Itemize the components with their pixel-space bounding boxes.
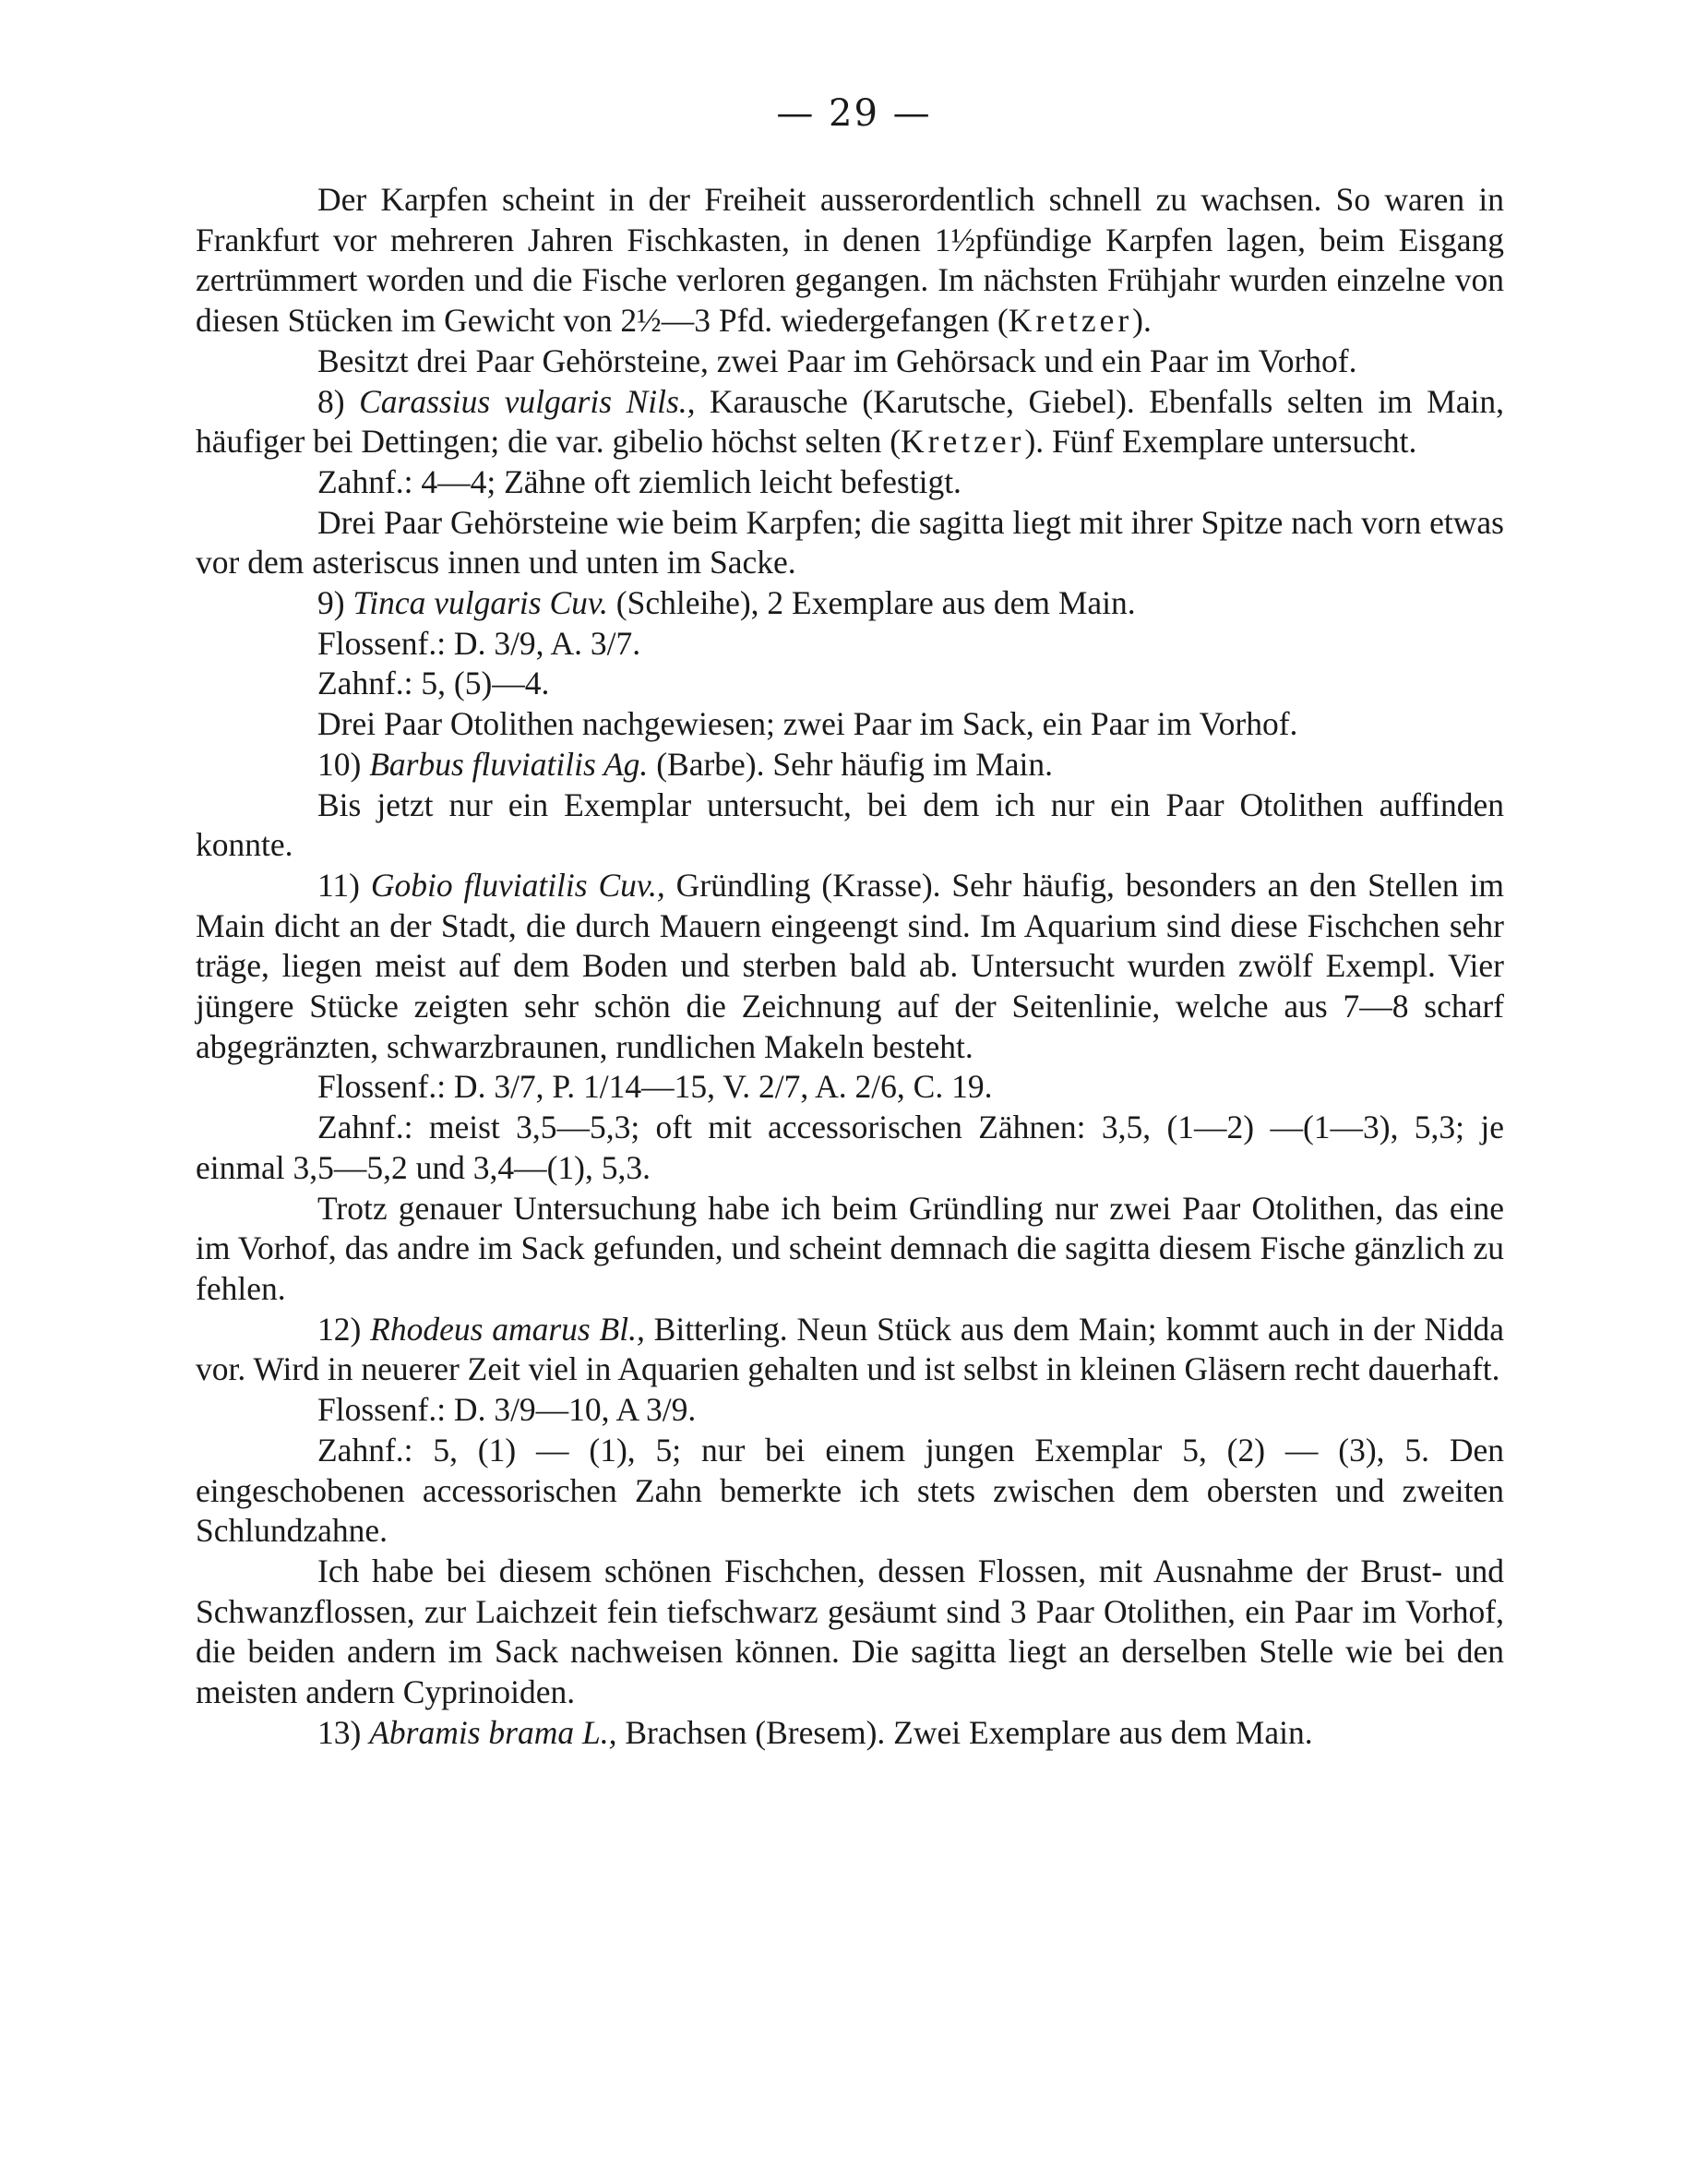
species-name: Barbus fluviatilis Ag. — [369, 745, 649, 783]
species-name: Carassius vulgaris Nils., — [359, 382, 696, 420]
paragraph-otoliths: Drei Paar Gehörsteine wie beim Karpfen; die sagitta liegt mit ihrer Spitze nach vorn etwas vor dem asteriscus innen und unten im Sacke. — [196, 503, 1504, 581]
paragraph-text: ). Fünf Exemplare untersucht. — [1024, 423, 1417, 461]
paragraph-zahnformel: Zahnf.: 5, (5)—4. — [317, 665, 550, 702]
species-description: Karausche (Karutsche, Giebel). Ebenfalls selten im Main, häufiger bei Dettingen; die var. gibelio höchst selten ( — [196, 382, 1504, 461]
paragraph-karpfen-otoliths: Besitzt drei Paar Gehörsteine, zwei Paar im Gehörsack und ein Paar im Vorhof. — [317, 342, 1357, 379]
species-name: Rhodeus amarus Bl., — [370, 1310, 645, 1348]
species-number: 10) — [317, 745, 362, 783]
species-number: 12) — [317, 1310, 362, 1348]
paragraph-karpfen-growth — [196, 180, 1504, 342]
species-number: 11) — [317, 866, 361, 904]
paragraph-otoliths: Drei Paar Otolithen nachgewiesen; zwei Paar im Sack, ein Paar im Vorhof. — [317, 705, 1298, 743]
species-name: Gobio fluviatilis Cuv., — [370, 866, 665, 904]
paragraph-otoliths: Ich habe bei diesem schönen Fischchen, dessen Flossen, mit Ausnahme der Brust- und Schwanzflossen, zur Laichzeit fein tiefschwarz gesäumt sind 3 Paar Otolithen, ein Paar im Vorhof, die beiden andern im Sack nachweisen können. Die sagitta liegt an derselben Stelle wie bei den meisten andern Cyprinoiden. — [196, 1552, 1504, 1711]
author-name: Kretzer — [1008, 302, 1133, 340]
author-name: Kretzer — [901, 423, 1025, 461]
page-number: — 29 — — [776, 92, 932, 135]
paragraph-flossenformel: Flossenf.: D. 3/9—10, A 3/9. — [317, 1391, 697, 1429]
paragraph-flossenformel: Flossenf.: D. 3/7, P. 1/14—15, V. 2/7, A. 2/6, C. 19. — [317, 1068, 993, 1106]
paragraph-text: Der Karpfen scheint in der Freiheit ausserordentlich schnell zu wachsen. So waren in Frankfurt vor mehreren Jahren Fischkasten, in denen 1½pfündige Karpfen lagen, beim Eisgang zertrümmert worden und die Fische verloren gegangen. Im nächsten Frühjahr wurden einzelne von diesen Stücken im Gewicht von 2½—3 Pfd. wiedergefangen ( — [196, 181, 1504, 340]
species-number: 8) — [317, 382, 345, 420]
paragraph-otoliths: Trotz genauer Untersuchung habe ich beim Gründling nur zwei Paar Otolithen, das eine im Vorhof, das andre im Sack gefunden, und scheint demnach die sagitta diesem Fische gänzlich zu fehlen. — [196, 1189, 1504, 1307]
species-description: Brachsen (Bresem). Zwei Exemplare aus dem Main. — [625, 1713, 1313, 1751]
document-body — [196, 180, 1504, 1753]
paragraph-otoliths: Bis jetzt nur ein Exemplar untersucht, bei dem ich nur ein Paar Otolithen auffinden konnte. — [196, 785, 1504, 864]
species-name: Abramis brama L., — [369, 1713, 617, 1751]
species-number: 13) — [317, 1713, 362, 1751]
species-entry-gobio — [196, 866, 1504, 1068]
paragraph-zahnformel: Zahnf.: meist 3,5—5,3; oft mit accessorischen Zähnen: 3,5, (1—2) —(1—3), 5,3; je einmal 3,5—5,2 und 3,4—(1), 5,3. — [196, 1109, 1504, 1186]
species-entry-carassius — [196, 382, 1504, 462]
species-description: Bitterling. Neun Stück aus dem Main; kommt auch in der Nidda vor. Wird in neuerer Zeit viel in Aquarien gehalten und ist selbst in kleinen Gläsern recht dauerhaft. — [196, 1310, 1505, 1388]
species-entry-abramis — [196, 1713, 1504, 1754]
paragraph-text: ). — [1132, 302, 1152, 340]
species-entry-rhodeus — [196, 1310, 1504, 1390]
species-description: (Barbe). Sehr häufig im Main. — [656, 745, 1054, 783]
paragraph-flossenformel: Flossenf.: D. 3/9, A. 3/7. — [317, 624, 641, 662]
species-name: Tinca vulgaris Cuv. — [352, 584, 608, 622]
paragraph-zahnformel: Zahnf.: 5, (1) — (1), 5; nur bei einem jungen Exemplar 5, (2) — (3), 5. Den eingeschobenen accessorischen Zahn bemerkte ich stets zwischen dem obersten und zweiten Schlundzahne. — [196, 1431, 1504, 1550]
species-description: Gründling (Krasse). Sehr häufig, besonders an den Stellen im Main dicht an der Stadt, die durch Mauern eingeengt sind. Im Aquarium sind diese Fischchen sehr träge, liegen meist auf dem Boden und sterben bald ab. Untersucht wurden zwölf Exempl. Vier jüngere Stücke zeigten sehr schön die Zeichnung auf der Seitenlinie, welche aus 7—8 scharf abgegränzten, schwarzbraunen, rundlichen Makeln besteht. — [196, 866, 1504, 1065]
species-entry-barbus — [196, 745, 1504, 785]
paragraph-zahnformel: Zahnf.: 4—4; Zähne oft ziemlich leicht befestigt. — [317, 462, 961, 500]
species-number: 9) — [317, 584, 345, 622]
species-entry-tinca — [196, 583, 1504, 624]
species-description: (Schleihe), 2 Exemplare aus dem Main. — [615, 584, 1136, 622]
